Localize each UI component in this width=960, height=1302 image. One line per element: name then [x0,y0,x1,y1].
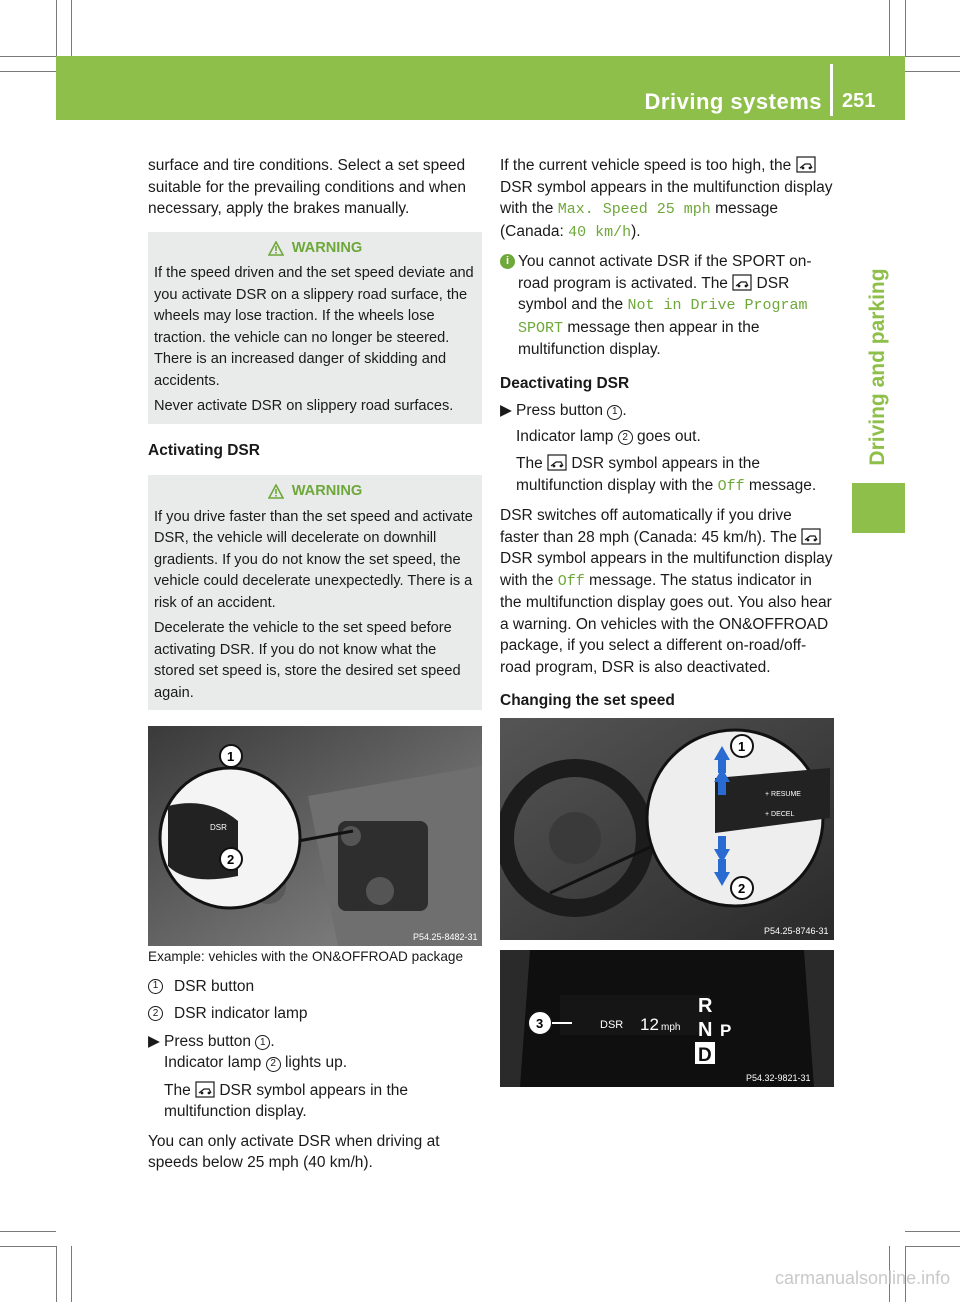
svg-text:3: 3 [536,1015,544,1031]
deactivating-heading: Deactivating DSR [500,374,630,392]
dsr-label: DSR [210,823,227,832]
gear-r: R [698,994,713,1017]
svg-text:1: 1 [227,749,235,764]
crop-mark [71,1246,72,1302]
step-result: Indicator lamp 2 lights up. [164,1054,348,1071]
crop-mark [905,1246,960,1247]
display-message: Off [557,572,585,590]
activating-heading: Activating DSR [148,441,260,459]
step-result: The DSR symbol appears in the multifunction display. [164,1081,408,1120]
display-dsr: DSR [600,1018,624,1031]
warning-title: WARNING [291,239,363,256]
warning-header [154,481,476,503]
crop-mark [56,0,57,56]
gear-p: P [720,1020,732,1040]
instruction-step: ▶ Press button 1 . [500,400,834,422]
multifunction-display-photo [500,950,834,1087]
cruise-lever-photo [500,718,834,940]
speed-too-high-paragraph: If the current vehicle speed is too high, the DSR symbol appears in the multifunction display with the Max. Speed 25 mph message (Canada: 40 km/h). [500,157,833,241]
dsr-button-photo [148,726,482,946]
step-result: Indicator lamp 2 goes out. [516,427,701,445]
crop-mark [905,0,906,56]
dsr-symbol-icon [801,528,821,545]
gear-d: D [698,1044,712,1066]
crop-mark [0,1231,56,1232]
image-reference: P54.25-8746-31 [764,925,829,936]
warning-header [154,238,476,260]
step-arrow-icon: ▶ [500,402,512,419]
warning-body: If you drive faster than the set speed and activate DSR, the vehicle will decelerate on downhill gradients. If you do not know the set speed, the vehicle could decelerate unexpectedly. There is a risk of an accident. [154,508,473,611]
gear-n: N [698,1018,713,1041]
right-column [500,155,834,1087]
header-separator [830,64,833,116]
display-message: Not in Drive Program SPORT [518,297,808,337]
dsr-symbol-icon [732,274,752,291]
intro-paragraph: surface and tire conditions. Select a set speed suitable for the prevailing conditions and when necessary, apply the brakes manually. [148,157,466,217]
section-title: Driving systems [644,89,822,114]
info-icon: i [500,254,515,269]
step-arrow-icon: ▶ [148,1032,160,1050]
image-caption: Example: vehicles with the ON&OFFROAD package [148,949,464,964]
crop-mark [889,0,890,56]
side-tab-block [852,483,905,533]
changing-heading: Changing the set speed [500,692,675,709]
warning-triangle-icon [268,241,284,256]
instruction-step: ▶ Press button 1 . [148,1031,482,1053]
auto-off-paragraph: DSR switches off automatically if you drive faster than 28 mph (Canada: 45 km/h). The DSR symbol appears in the multifunction display with the Off message. The status indicator in the multifunction display goes out. You also hear a warning. On vehicles with the ON&OFFROAD package, if you select a different on-road/off-road program, DSR is also deactivated. [500,507,833,676]
warning-title: WARNING [291,483,363,499]
display-speed: 12 [640,1014,659,1034]
warning-box [148,475,482,710]
crop-mark [905,71,960,72]
callout-number: 1 [148,979,163,994]
crop-mark [905,1231,960,1232]
legend-text: DSR indicator lamp [174,1005,308,1022]
left-column [148,155,482,1182]
warning-triangle-icon [268,484,284,499]
watermark: carmanualsonline.info [775,1268,951,1288]
display-message: 40 km/h [568,223,632,241]
warning-box [148,232,482,424]
info-note: i You cannot activate DSR if the SPORT on-road program is activated. The DSR symbol and the Not in Drive Program SPORT message then appear in the multifunction display. [500,251,834,361]
svg-text:1: 1 [738,738,746,754]
legend-item [148,976,482,998]
dsr-symbol-icon [195,1081,215,1098]
side-tab-label: Driving and parking [866,268,889,466]
display-unit: mph [661,1021,681,1033]
dsr-symbol-icon [796,156,816,173]
legend-text: DSR button [174,977,255,995]
crop-mark [0,71,56,72]
svg-text:2: 2 [738,880,746,896]
lever-label: + DECEL [765,810,795,818]
warning-note: Decelerate the vehicle to the set speed before activating DSR. If you do not know what the stored set speed is, store the desired set speed again. [154,620,461,701]
crop-mark [0,1246,56,1247]
lever-label: + RESUME [765,790,801,798]
dsr-symbol-icon [547,454,567,471]
image-reference: P54.32-9821-31 [746,1072,811,1083]
closing-paragraph: You can only activate DSR when driving at speeds below 25 mph (40 km/h). [148,1132,440,1171]
callout-number: 2 [148,1006,163,1021]
warning-body: If the speed driven and the set speed deviate and you activate DSR on a slippery road surface, the wheels may lose traction. If the wheels lose traction. the vehicle can no longer be steered. There is an increased danger of skidding and accidents. [154,265,474,389]
display-message: Max. Speed 25 mph [557,201,711,218]
page-number: 251 [842,90,876,112]
crop-mark [71,0,72,56]
step-result: The DSR symbol appears in the multifunction display with the Off message. [516,455,817,495]
warning-note: Never activate DSR on slippery road surfaces. [154,398,454,414]
crop-mark [905,56,960,57]
display-message: Off [717,477,745,495]
legend-item [148,1003,482,1025]
svg-text:2: 2 [227,852,235,867]
image-reference: P54.25-8482-31 [413,932,478,942]
crop-mark [0,56,56,57]
crop-mark [56,1246,57,1302]
